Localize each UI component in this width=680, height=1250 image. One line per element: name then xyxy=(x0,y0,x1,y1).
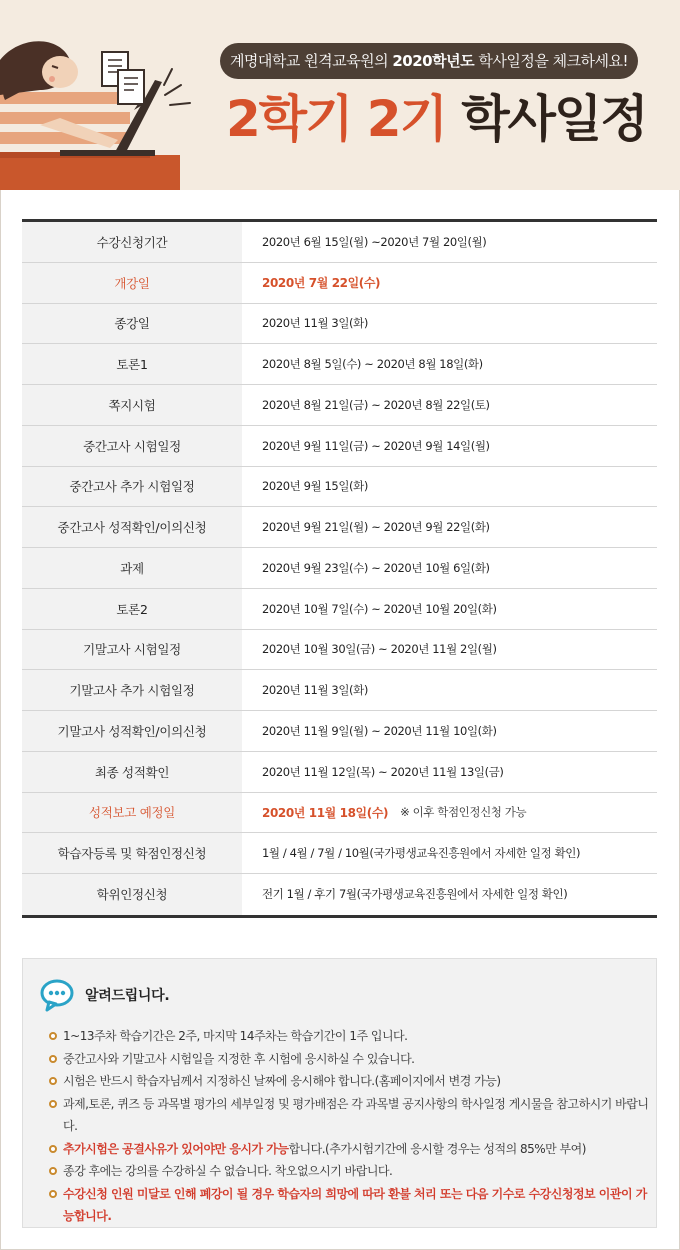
schedule-value-cell xyxy=(242,426,657,466)
schedule-row xyxy=(22,467,657,508)
schedule-value: 2020년 6월 15일(월) ~2020년 7월 20일(월) xyxy=(262,234,487,249)
notice-emphasis: 추가시험은 공결사유가 있어야만 응시가 가능 xyxy=(63,1141,289,1156)
schedule-label: 토론2 xyxy=(22,589,242,629)
bullet-icon xyxy=(49,1167,57,1175)
bullet-icon xyxy=(49,1077,57,1085)
schedule-value: 2020년 11월 9일(월) ~ 2020년 11월 10일(화) xyxy=(262,723,497,738)
notice-text: 합니다.(추가시험기간에 응시할 경우는 성적의 85%만 부여) xyxy=(288,1141,586,1156)
schedule-label: 과제 xyxy=(22,548,242,588)
schedule-value-cell xyxy=(242,467,657,507)
schedule-row xyxy=(22,385,657,426)
schedule-row xyxy=(22,670,657,711)
schedule-row xyxy=(22,507,657,548)
notice-item xyxy=(49,1048,649,1071)
schedule-value: 1월 / 4월 / 7월 / 10월(국가평생교육진흥원에서 자세한 일정 확인) xyxy=(262,846,581,861)
schedule-value: 2020년 10월 30일(금) ~ 2020년 11월 2일(월) xyxy=(262,642,497,657)
schedule-value: 2020년 9월 23일(수) ~ 2020년 10월 6일(화) xyxy=(262,560,490,575)
schedule-value-cell xyxy=(242,752,657,792)
notice-item xyxy=(49,1093,649,1138)
schedule-row xyxy=(22,630,657,671)
schedule-value: 2020년 11월 3일(화) xyxy=(262,683,368,698)
schedule-row xyxy=(22,304,657,345)
schedule-value-cell xyxy=(242,222,657,262)
schedule-label: 학위인정신청 xyxy=(22,874,242,915)
speech-bubble-icon xyxy=(39,977,75,1013)
notice-text: 시험은 반드시 학습자님께서 지정하신 날짜에 응시해야 합니다.(홈페이지에서 변경 가능) xyxy=(63,1074,501,1088)
schedule-label: 기말고사 시험일정 xyxy=(22,630,242,670)
schedule-value-cell xyxy=(242,630,657,670)
schedule-label: 종강일 xyxy=(22,304,242,344)
schedule-row xyxy=(22,833,657,874)
notice-text: 과제,토론, 퀴즈 등 과목별 평가의 세부일정 및 평가배점은 각 과목별 공지사항의 학사일정 게시물을 참고하시기 바랍니다. xyxy=(63,1096,649,1133)
notice-text: 1~13주차 학습기간은 2주, 마지막 14주차는 학습기간이 1주 입니다. xyxy=(63,1029,408,1043)
schedule-row xyxy=(22,263,657,304)
schedule-label: 중간고사 시험일정 xyxy=(22,426,242,466)
notice-list xyxy=(49,1025,649,1228)
bullet-icon xyxy=(49,1190,57,1198)
schedule-row xyxy=(22,711,657,752)
schedule-row xyxy=(22,752,657,793)
page-title-schedule: 학사일정 xyxy=(461,90,647,148)
schedule-value-cell xyxy=(242,833,657,873)
schedule-label: 중간고사 추가 시험일정 xyxy=(22,467,242,507)
schedule-value-cell xyxy=(242,304,657,344)
schedule-value: 2020년 11월 12일(목) ~ 2020년 11월 13일(금) xyxy=(262,764,504,779)
schedule-value: 2020년 10월 7일(수) ~ 2020년 10월 20일(화) xyxy=(262,601,497,616)
schedule-label: 기말고사 추가 시험일정 xyxy=(22,670,242,710)
schedule-value-cell xyxy=(242,874,657,915)
notice-item xyxy=(49,1070,649,1093)
bullet-icon xyxy=(49,1032,57,1040)
schedule-value-cell xyxy=(242,670,657,710)
notice-text: 종강 후에는 강의를 수강하실 수 없습니다. 착오없으시기 바랍니다. xyxy=(63,1164,393,1178)
schedule-label: 기말고사 성적확인/이의신청 xyxy=(22,711,242,751)
notice-box xyxy=(22,958,657,1228)
schedule-row xyxy=(22,222,657,263)
schedule-value: 2020년 8월 5일(수) ~ 2020년 8월 18일(화) xyxy=(262,357,483,372)
notice-item xyxy=(49,1183,649,1228)
student-laptop-illustration xyxy=(0,0,230,190)
schedule-value: 2020년 9월 15일(화) xyxy=(262,479,368,494)
schedule-value: 2020년 7월 22일(수) xyxy=(262,276,381,291)
notice-text: 수강신청 인원 미달로 인해 폐강이 될 경우 학습자의 희망에 따라 환불 처리 또는 다음 기수로 수강신청정보 이관이 가능합니다. xyxy=(63,1186,647,1223)
schedule-row xyxy=(22,344,657,385)
header-subtitle-pill xyxy=(220,43,638,79)
schedule-row xyxy=(22,548,657,589)
schedule-label: 중간고사 성적확인/이의신청 xyxy=(22,507,242,547)
schedule-row xyxy=(22,874,657,915)
notice-text: 중간고사와 기말고사 시험일을 지정한 후 시험에 응시하실 수 있습니다. xyxy=(63,1051,415,1066)
notice-title: 알려드립니다. xyxy=(85,988,170,1004)
schedule-row xyxy=(22,426,657,467)
bullet-icon xyxy=(49,1145,57,1153)
page-title-term: 2학기 2기 xyxy=(226,90,446,148)
schedule-value-cell xyxy=(242,507,657,547)
schedule-value: 2020년 11월 18일(수) xyxy=(262,805,389,820)
schedule-value: 2020년 11월 3일(화) xyxy=(262,316,368,331)
schedule-value-cell xyxy=(242,385,657,425)
schedule-value: 전기 1월 / 후기 7월(국가평생교육진흥원에서 자세한 일정 확인) xyxy=(262,887,568,902)
schedule-value-cell xyxy=(242,263,657,303)
schedule-value: 2020년 9월 21일(월) ~ 2020년 9월 22일(화) xyxy=(262,520,490,535)
schedule-label: 최종 성적확인 xyxy=(22,752,242,792)
schedule-row xyxy=(22,793,657,834)
header-banner xyxy=(0,0,680,190)
schedule-value-cell xyxy=(242,589,657,629)
notice-item xyxy=(49,1138,649,1161)
schedule-label: 토론1 xyxy=(22,344,242,384)
schedule-value-cell xyxy=(242,793,657,833)
notice-item xyxy=(49,1025,649,1048)
bullet-icon xyxy=(49,1100,57,1108)
schedule-value-cell xyxy=(242,711,657,751)
schedule-value-cell xyxy=(242,548,657,588)
schedule-label: 개강일 xyxy=(22,263,242,303)
schedule-label: 학습자등록 및 학점인정신청 xyxy=(22,833,242,873)
header-subtitle-pre: 계명대학교 원격교육원의 xyxy=(229,52,393,70)
header-subtitle-year: 2020학년도 xyxy=(392,52,475,70)
notice-item xyxy=(49,1160,649,1183)
page-title xyxy=(226,88,647,150)
schedule-value-cell xyxy=(242,344,657,384)
header-subtitle-post: 학사일정을 체크하세요! xyxy=(474,52,629,70)
bullet-icon xyxy=(49,1055,57,1063)
schedule-label: 쪽지시험 xyxy=(22,385,242,425)
notice-header xyxy=(39,977,169,1013)
schedule-row xyxy=(22,589,657,630)
schedule-label: 수강신청기간 xyxy=(22,222,242,262)
schedule-note: ※ 이후 학점인정신청 가능 xyxy=(400,805,527,820)
schedule-value: 2020년 8월 21일(금) ~ 2020년 8월 22일(토) xyxy=(262,397,490,412)
schedule-value: 2020년 9월 11일(금) ~ 2020년 9월 14일(월) xyxy=(262,438,490,453)
schedule-table xyxy=(22,219,657,918)
schedule-label: 성적보고 예정일 xyxy=(22,793,242,833)
